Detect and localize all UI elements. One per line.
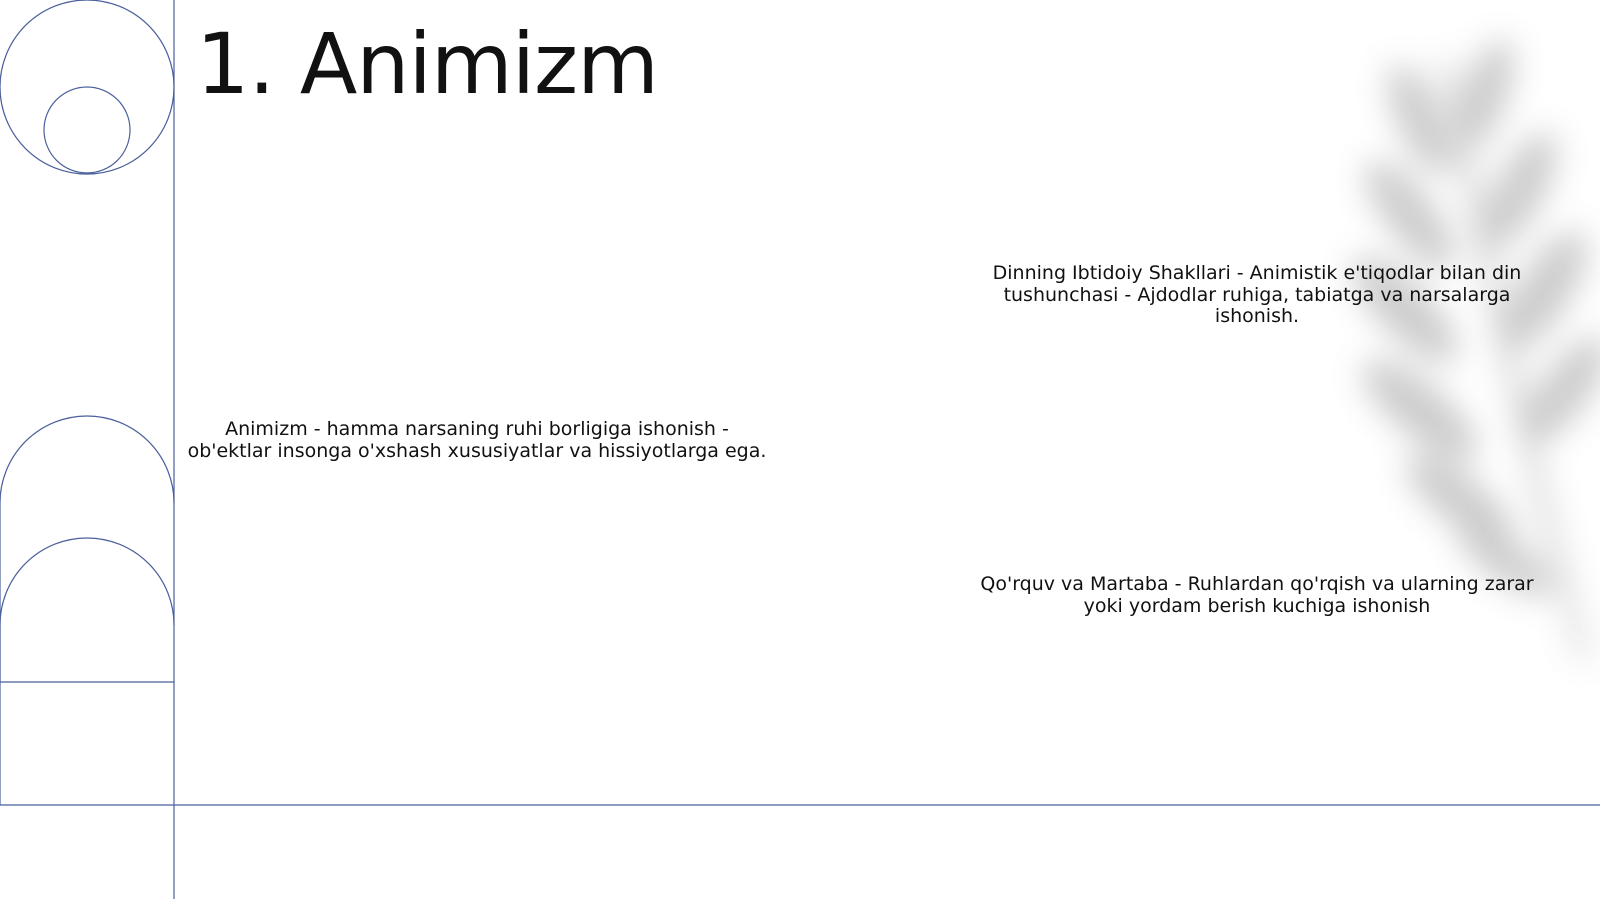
primitive-forms-text: Dinning Ibtidoiy Shakllari - Animistik e'tiqodlar bilan din tushunchasi - Ajdodlar ruhiga, tabiatga va narsalarga ishonish. xyxy=(992,262,1522,327)
slide-title: 1. Animizm xyxy=(196,15,658,113)
fear-and-rank-text: Qo'rquv va Martaba - Ruhlardan qo'rqish va ularning zarar yoki yordam berish kuchiga ishonish xyxy=(980,573,1534,617)
animism-definition-text: Animizm - hamma narsaning ruhi borligiga ishonish - ob'ektlar insonga o'xshash xususiyatlar va hissiyotlarga ega. xyxy=(187,418,767,462)
